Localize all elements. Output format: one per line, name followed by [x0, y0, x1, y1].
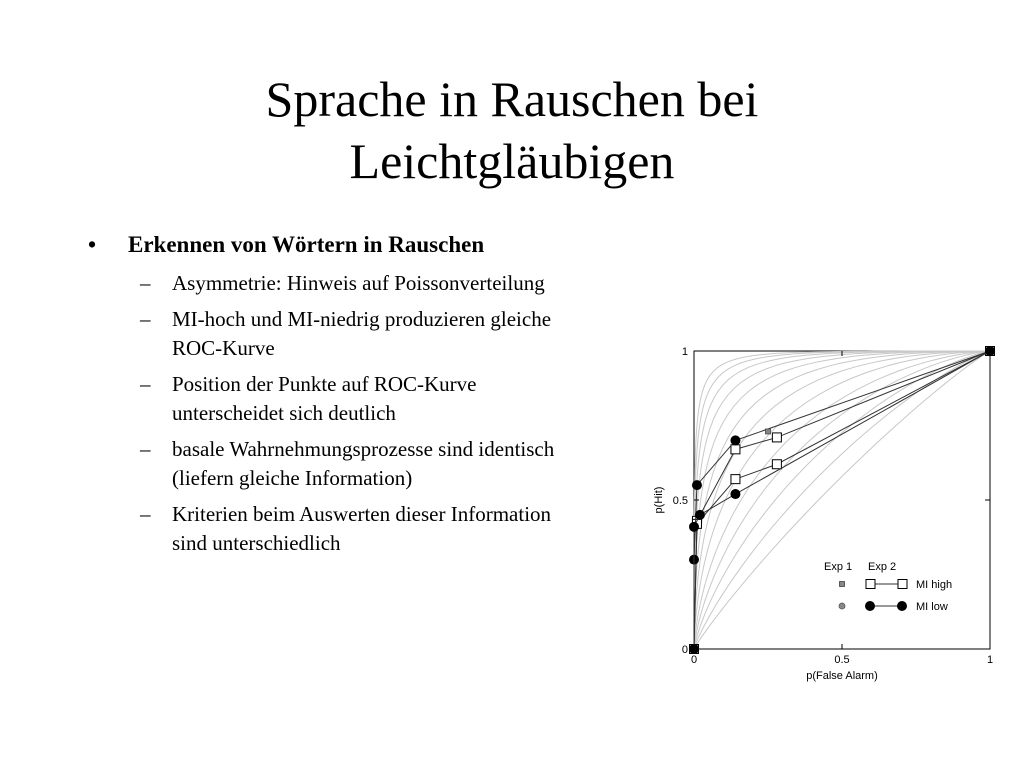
x-tick-label: 0.5 [834, 654, 850, 666]
legend-exp1-mi-low-marker [839, 603, 845, 609]
sub-bullet-line: ROC-Kurve [172, 336, 275, 360]
y-axis-label: p(Hit) [653, 486, 665, 514]
mi-low-marker [730, 489, 740, 499]
legend-header-exp1: Exp 1 [824, 561, 853, 573]
x-axis-label: p(False Alarm) [806, 670, 878, 682]
sub-bullet-line: unterscheidet sich deutlich [172, 401, 396, 425]
sub-bullet-line: sind unterschiedlich [172, 531, 341, 555]
mi-high-marker [772, 460, 781, 469]
roc-chart [640, 336, 1012, 701]
dash-marker: – [140, 502, 151, 526]
y-tick-label: 1 [681, 346, 688, 358]
sub-bullet-line: MI-hoch und MI-niedrig produzieren gleiche [172, 307, 552, 331]
sub-bullet-line: Position der Punkte auf ROC-Kurve [172, 372, 477, 396]
legend-mi-low-label: MI low [916, 601, 948, 613]
slide-title-line-1: Sprache in Rauschen bei [265, 71, 759, 127]
sub-bullet-line: (liefern gleiche Information) [172, 466, 413, 490]
main-bullet-text: Erkennen von Wörtern in Rauschen [128, 232, 485, 257]
sub-bullet-line: Kriterien beim Auswerten dieser Information [172, 502, 552, 526]
bullet-dot: • [88, 232, 97, 257]
legend-mi-high-label: MI high [916, 579, 953, 591]
mi-high-marker [772, 433, 781, 442]
legend-mi-low-marker [897, 601, 907, 611]
x-tick-label: 0 [690, 654, 698, 666]
mi-low-marker [689, 522, 699, 532]
sub-bullet-item [88, 269, 648, 298]
slide-title [0, 68, 1024, 192]
sub-bullet-item [88, 435, 648, 493]
mi-high-marker [731, 475, 740, 484]
y-tick-label: 0.5 [672, 495, 688, 507]
sub-bullet-item [88, 305, 648, 363]
dash-marker: – [140, 307, 151, 331]
main-bullet [88, 228, 648, 262]
sub-bullet-item [88, 370, 648, 428]
legend-mi-high-marker [866, 580, 875, 589]
exp1-mi-high-marker [766, 429, 771, 434]
bullet-list [88, 228, 648, 558]
mi-high-marker [731, 445, 740, 454]
mi-low-marker [692, 480, 702, 490]
mi-low-marker [730, 435, 740, 445]
dash-marker: – [140, 372, 151, 396]
slide-title-line-2: Leichtgläubigen [349, 133, 675, 189]
x-tick-label: 1 [986, 654, 994, 666]
sub-bullet-list [88, 269, 648, 558]
mi-low-marker [689, 644, 699, 654]
legend-header-exp2: Exp 2 [868, 561, 897, 573]
sub-bullet-line: basale Wahrnehmungsprozesse sind identisch [172, 437, 555, 461]
y-tick-label: 0 [681, 644, 688, 656]
dash-marker: – [140, 271, 151, 295]
roc-chart-svg [640, 336, 1012, 696]
sub-bullet-item [88, 500, 648, 558]
legend-mi-high-marker [898, 580, 907, 589]
legend-exp1-mi-high-marker [840, 582, 845, 587]
legend-mi-low-marker [865, 601, 875, 611]
sub-bullet-line: Asymmetrie: Hinweis auf Poissonverteilung [172, 271, 545, 295]
dash-marker: – [140, 437, 151, 461]
mi-low-marker [985, 346, 995, 356]
mi-low-marker [695, 510, 705, 520]
